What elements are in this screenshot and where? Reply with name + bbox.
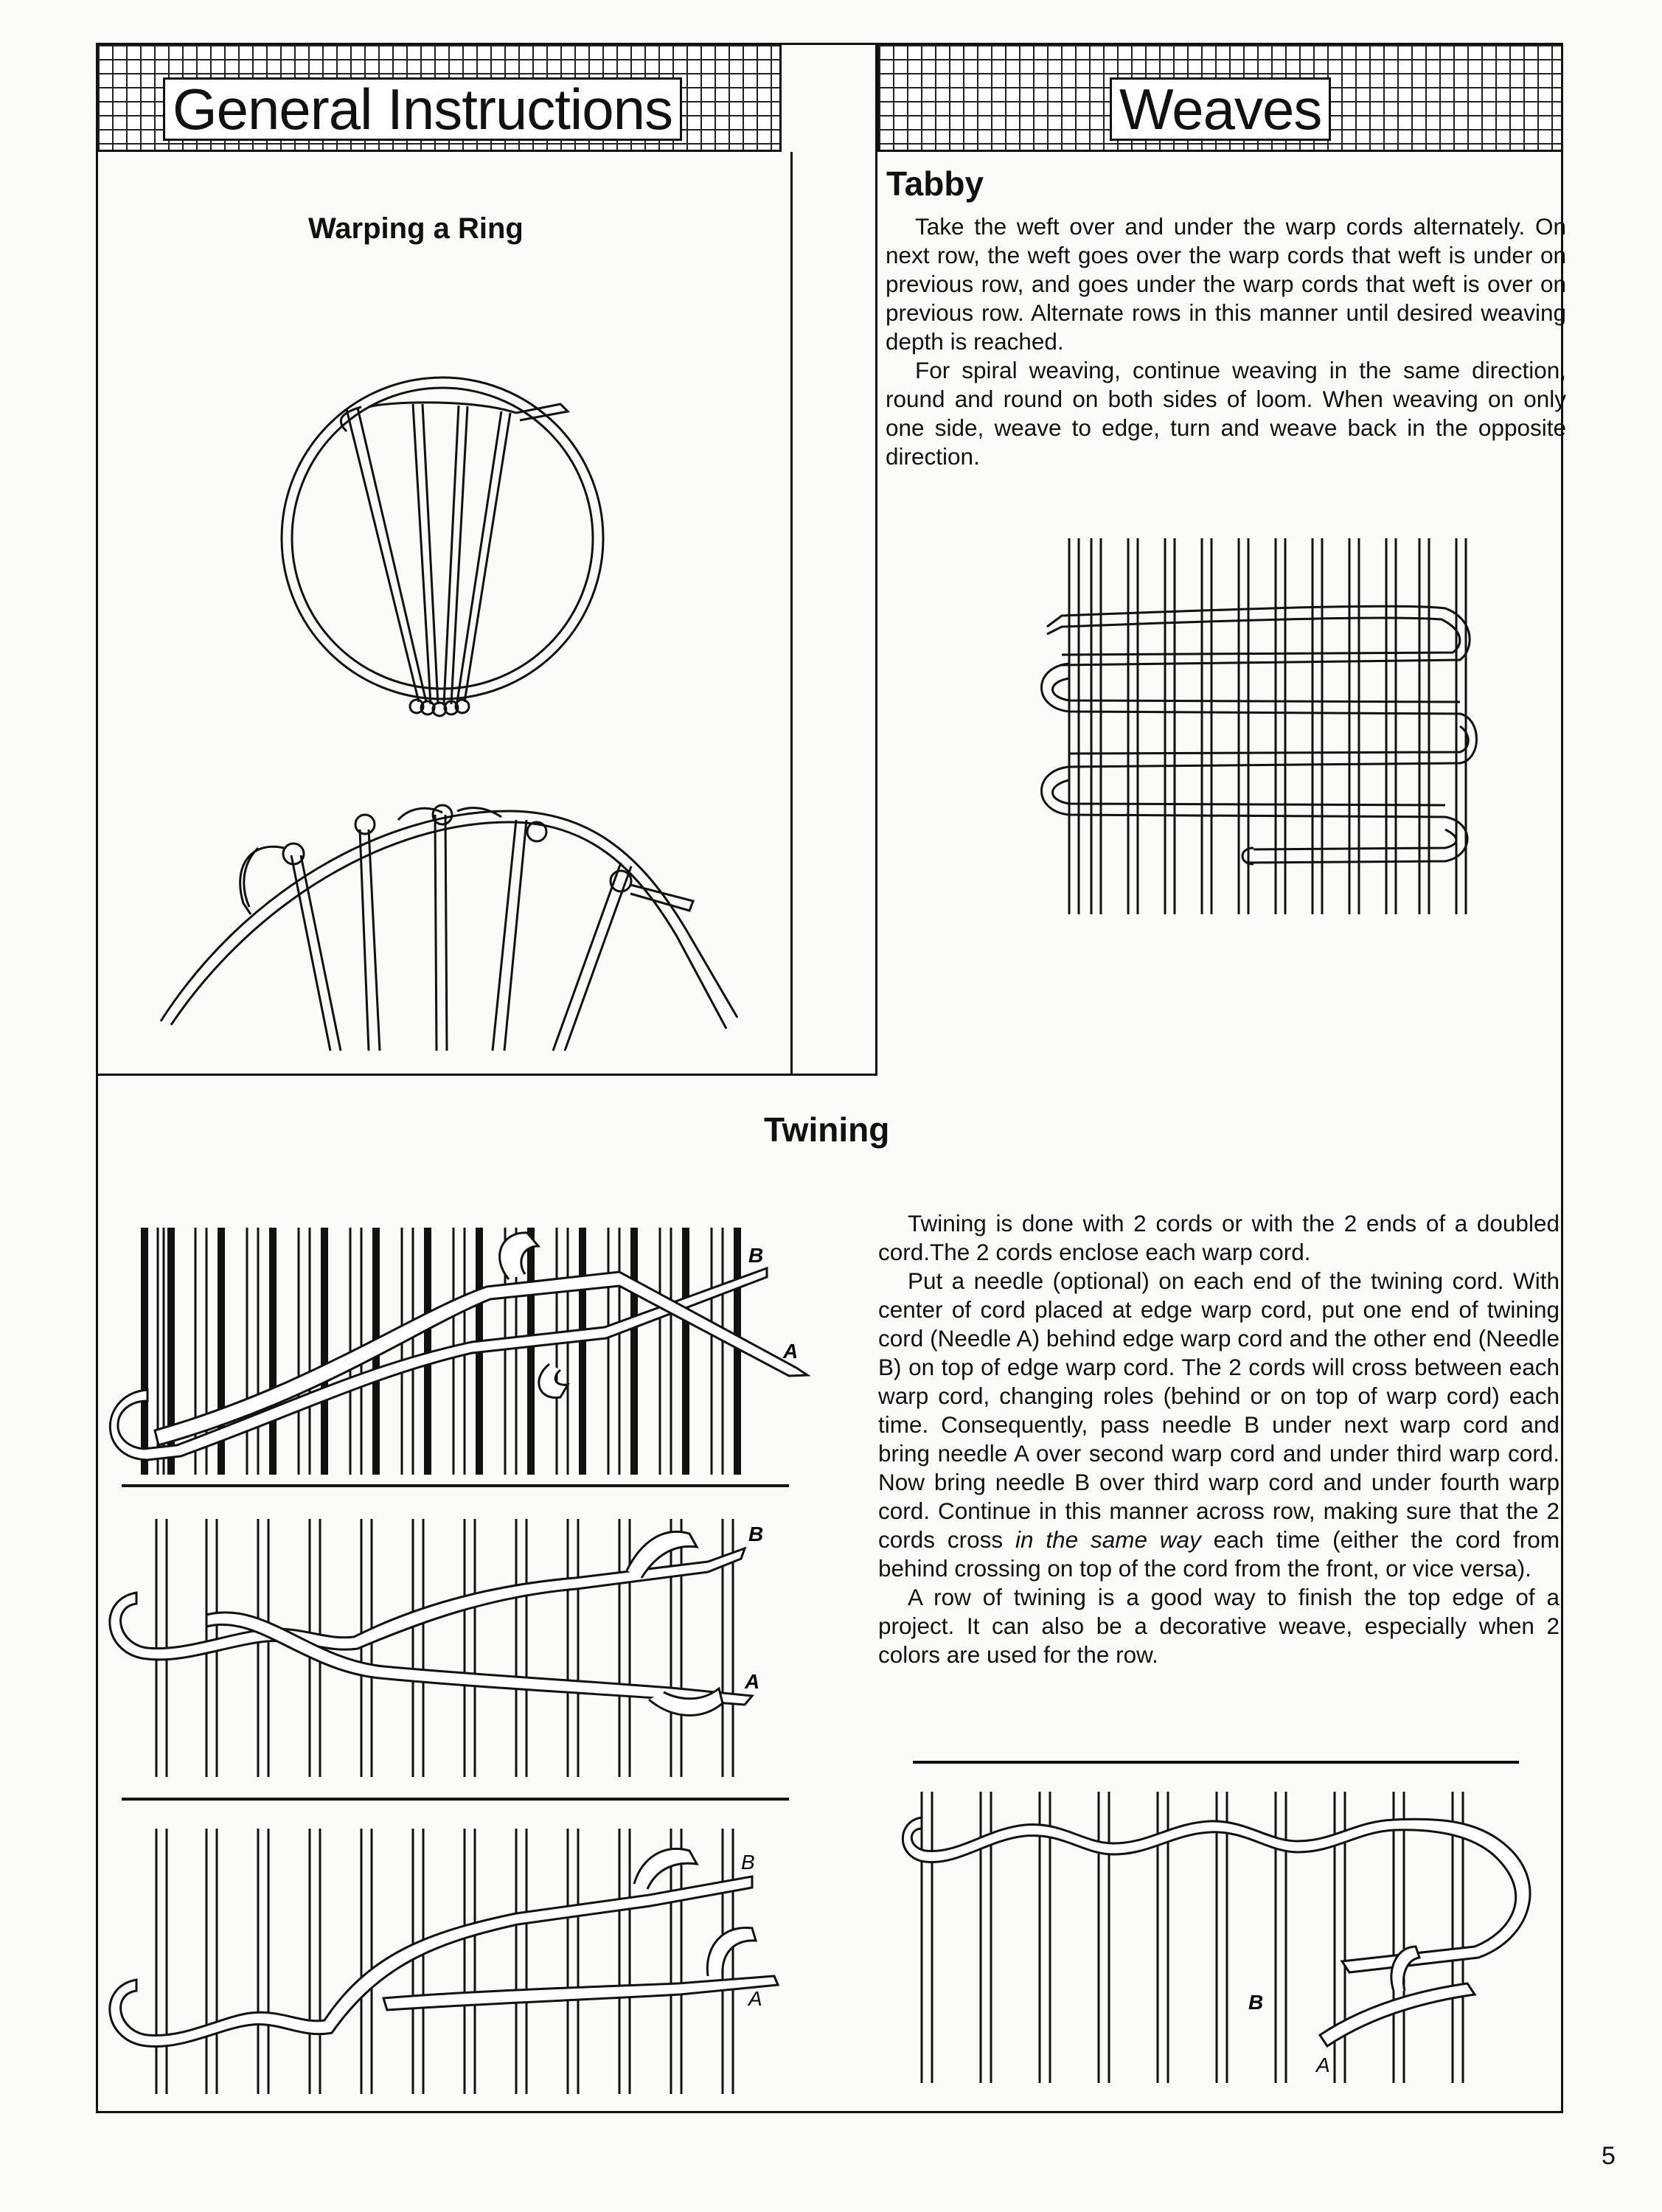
page-number: 5 (1602, 2142, 1616, 2170)
twining-paragraph-2-end: each time (either the cord from behind crossing on top of the cord from the front, or vice versa). (878, 1526, 1560, 1582)
twining-label-b-4: B (1248, 1991, 1264, 2014)
general-instructions-title: General Instructions (163, 77, 682, 141)
twining-paragraph-2-text: Put a needle (optional) on each end of the twining cord. With center of cord placed at edge warp cord, put one end of twining cord (Needle A) behind edge warp cord and the other end (Needle B) on top of edge warp cord. The 2 cords will cross between each warp cord, changing roles (behind or on top of warp cord) each time. Consequently, pass needle B under next warp cord and bring needle A over second warp cord and under third warp cord. Now bring needle B over third warp cord and under fourth warp cord. Continue in this manner across row, making sure that the 2 cords cross (878, 1267, 1560, 1553)
twining-label-a-1: A (783, 1340, 799, 1363)
twining-label-a-2: A (745, 1670, 760, 1693)
twining-label-b-2: B (748, 1523, 764, 1545)
twining-emphasis: in the same way (1015, 1526, 1201, 1553)
tabby-title: Tabby (886, 164, 984, 203)
tabby-paragraph-1: Take the weft over and under the warp cords alternately. On next row, the weft goes over the warp cords that weft is under on previous row, and goes under the warp cords that weft is over on previous row. Alternate rows in this manner until desired weaving depth is reached. (886, 213, 1566, 355)
twining-label-b-1: B (748, 1244, 764, 1267)
twining-title: Twining (764, 1110, 890, 1149)
twining-label-a-4: A (1316, 2053, 1330, 2076)
twining-paragraph-3: A row of twining is a good way to finish the top edge of a project. It can also be a decorative weave, especially when 2 colors are used for the row. (878, 1584, 1560, 1668)
twining-label-a-3: A (748, 1987, 762, 2010)
twining-label-b-3: B (741, 1851, 755, 1874)
twining-paragraph-1: Twining is done with 2 cords or with the 2 ends of a doubled cord.The 2 cords enclose each warp cord. (878, 1210, 1560, 1265)
weaves-title: Weaves (1110, 77, 1331, 141)
tabby-paragraph-2: For spiral weaving, continue weaving in the same direction, round and round on both sides of loom. When weaving on only one side, weave to edge, turn and weave back in the opposite direction. (886, 357, 1566, 470)
warping-a-ring-title: Warping a Ring (308, 212, 524, 245)
